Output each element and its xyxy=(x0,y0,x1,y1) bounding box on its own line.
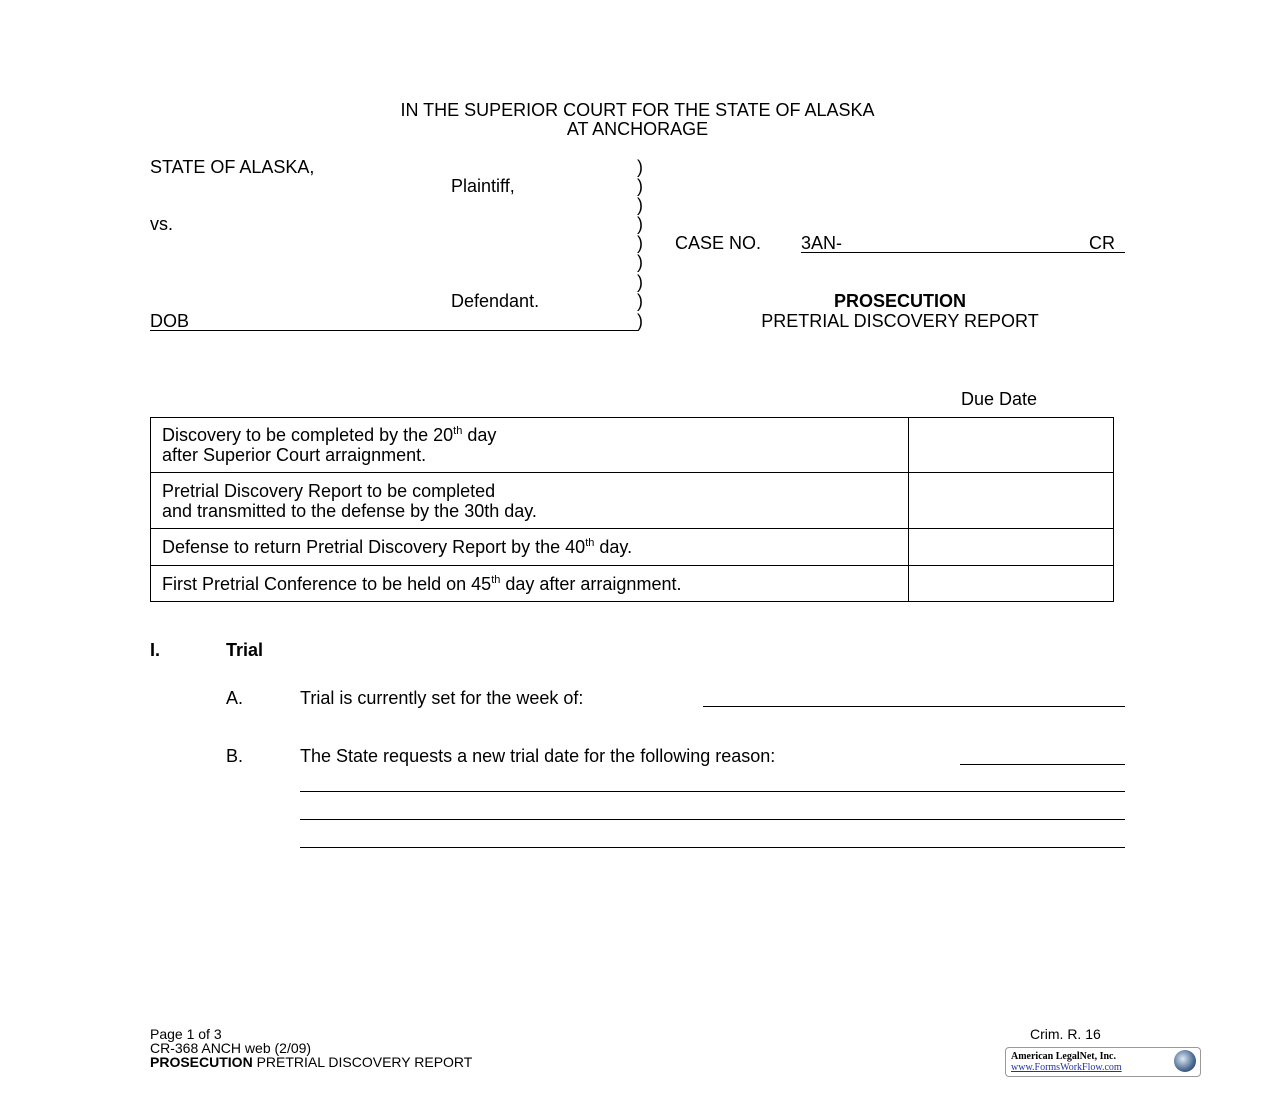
footer-title: PROSECUTION PRETRIAL DISCOVERY REPORT xyxy=(150,1054,473,1070)
dob-field-line[interactable] xyxy=(150,330,638,331)
court-heading: IN THE SUPERIOR COURT FOR THE STATE OF ALASKA xyxy=(400,100,875,120)
vs-label: vs. xyxy=(150,214,174,234)
case-prefix: 3AN- xyxy=(801,233,843,253)
document-page: IN THE SUPERIOR COURT FOR THE STATE OF ALASKA AT ANCHORAGE STATE OF ALASKA, Plaintiff, vs. Defendant. DOB ) ) ) ) ) ) ) ) ) CASE NO. 3AN- CR PROSECUTION PRETRIAL DISCOVERY REPORT Due Date Discovery to be completed by the 20th day after Superior Court arraignment. Pretrial Discovery Report to be completed and transmitted to the defense by the 30th day. Defense to return Pretrial Discovery Report by the 40th day. First Pretrial Conference to be held on 45th day after arraignment. I. Trial A. Trial is currently set for the week of: B. The State requests a new trial date for the following reason: Page 1 of 3 CR-368 ANCH web (2/09) PROSECUTION PRETRIAL DISCOVERY REPORT Crim. R. 16 American LegalNet, Inc. www.FormsWorkFlow.com xyxy=(0,0,1275,1100)
dob-label: DOB xyxy=(150,311,190,331)
reason-field-line[interactable] xyxy=(300,819,1125,820)
case-suffix: CR xyxy=(1089,233,1115,253)
rule-reference: Crim. R. 16 xyxy=(1030,1026,1101,1042)
section-title: Trial xyxy=(226,640,264,660)
reason-field-line[interactable] xyxy=(300,791,1125,792)
doc-title: PRETRIAL DISCOVERY REPORT xyxy=(761,311,1039,331)
globe-icon xyxy=(1174,1050,1196,1072)
due-date-header: Due Date xyxy=(961,389,1038,409)
case-no-label: CASE NO. xyxy=(675,233,762,253)
item-a-text: Trial is currently set for the week of: xyxy=(300,688,584,708)
item-b-text: The State requests a new trial date for the following reason: xyxy=(300,746,776,766)
reason-field-line[interactable] xyxy=(300,847,1125,848)
schedule-table xyxy=(150,417,1114,602)
plaintiff-label: Plaintiff, xyxy=(451,176,515,196)
plaintiff-name: STATE OF ALASKA, xyxy=(150,157,315,177)
due-date-cell[interactable] xyxy=(909,473,1114,529)
doc-title-bold: PROSECUTION xyxy=(833,291,966,311)
due-date-cell[interactable] xyxy=(909,566,1114,602)
table-row xyxy=(151,566,1114,602)
legalnet-logo[interactable]: American LegalNet, Inc. www.FormsWorkFlow.com xyxy=(1005,1047,1201,1077)
table-row xyxy=(151,418,1114,473)
defendant-label: Defendant. xyxy=(451,291,540,311)
trial-week-field[interactable] xyxy=(703,706,1125,707)
item-a-label: A. xyxy=(226,688,244,708)
table-row xyxy=(151,529,1114,566)
due-date-cell[interactable] xyxy=(909,529,1114,566)
row-description: Pretrial Discovery Report to be completed and transmitted to the defense by the 30th day. xyxy=(151,473,909,529)
item-b-label: B. xyxy=(226,746,244,766)
table-row xyxy=(151,473,1114,529)
section-number: I. xyxy=(150,640,161,660)
due-date-cell[interactable] xyxy=(909,418,1114,473)
row-description: Defense to return Pretrial Discovery Report by the 40th day. xyxy=(151,529,909,566)
page-number: Page 1 of 3 xyxy=(150,1026,222,1042)
case-number-field[interactable] xyxy=(801,252,1125,253)
row-description: First Pretrial Conference to be held on 45th day after arraignment. xyxy=(151,566,909,602)
form-number: CR-368 ANCH web (2/09) xyxy=(150,1040,312,1056)
row-description: Discovery to be completed by the 20th day after Superior Court arraignment. xyxy=(151,418,909,473)
court-location: AT ANCHORAGE xyxy=(566,119,709,139)
reason-field-line[interactable] xyxy=(960,764,1125,765)
